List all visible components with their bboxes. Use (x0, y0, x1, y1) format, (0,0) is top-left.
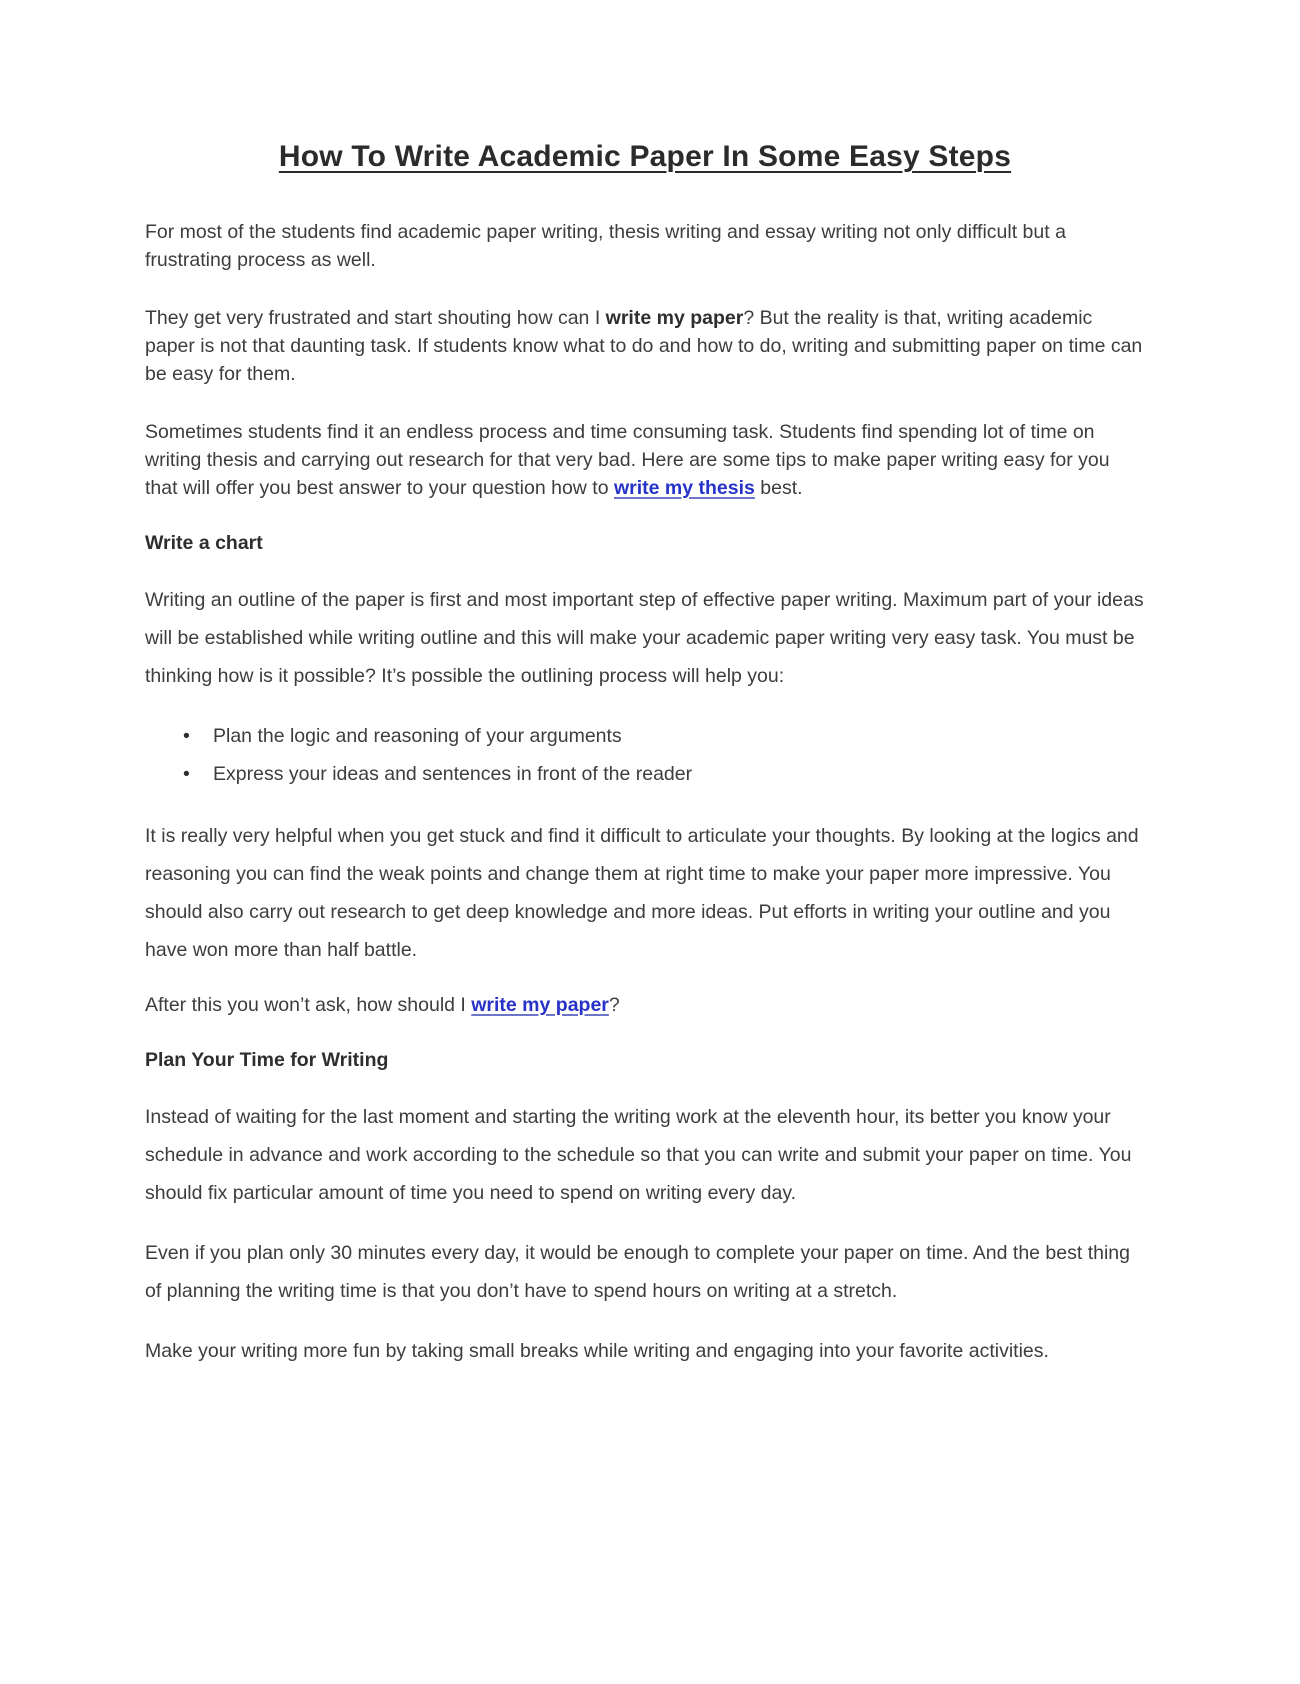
list-item: • Plan the logic and reasoning of your arguments (145, 717, 1145, 755)
write-my-paper-link[interactable]: write my paper (471, 994, 609, 1016)
paragraph-text: best. (754, 477, 803, 499)
paragraph-frustrated (145, 304, 1145, 388)
paragraph-intro (145, 218, 1145, 274)
heading-write-a-chart: Write a chart (145, 532, 263, 554)
document-title: How To Write Academic Paper In Some Easy Steps (278, 140, 1012, 173)
list-item: • Express your ideas and sentences in front of the reader (145, 755, 1145, 793)
paragraph-outline (145, 581, 1145, 695)
heading-plan-your-time: Plan Your Time for Writing (145, 1049, 389, 1071)
write-my-paper-bold-text: write my paper (605, 307, 744, 329)
paragraph-text: ? But the reality is that, writing academic paper is not that daunting task. If students know what to do and how to do, writing and submitting paper on time can be easy for them. (145, 307, 1143, 385)
paragraph-fun (145, 1332, 1145, 1370)
paragraph-even (145, 1234, 1145, 1310)
paragraph-text: For most of the students find academic paper writing, thesis writing and essay writing not only difficult but a frustrating process as well. (145, 221, 1066, 271)
paragraph-text: Instead of waiting for the last moment and starting the writing work at the eleventh hour, its better you know your schedule in advance and work according to the schedule so that you can write and submit your paper on time. You should fix particular amount of time you need to spend on writing every day. (145, 1106, 1132, 1204)
paragraph-helpful (145, 817, 1145, 969)
paragraph-after (145, 991, 1145, 1019)
paragraph-sometimes (145, 418, 1145, 502)
paragraph-text: Writing an outline of the paper is first and most important step of effective paper writing. Maximum part of your ideas will be established while writing outline and this will make your academic paper writing very easy task. You must be thinking how is it possible? It’s possible the outlining process will help you: (145, 589, 1144, 687)
paragraph-text: Even if you plan only 30 minutes every day, it would be enough to complete your paper on time. And the best thing of planning the writing time is that you don’t have to spend hours on writing at a stretch. (145, 1242, 1130, 1302)
outline-benefits-list (145, 717, 1145, 793)
paragraph-instead (145, 1098, 1145, 1212)
paragraph-text: ? (608, 994, 620, 1016)
paragraph-text: Make your writing more fun by taking small breaks while writing and engaging into your favorite activities. (145, 1340, 1049, 1362)
write-my-thesis-link[interactable]: write my thesis (613, 477, 755, 499)
paragraph-text: Sometimes students find it an endless process and time consuming task. Students find spending lot of time on writing thesis and carrying out research for that very bad. Here are some tips to make paper writing easy for you that will offer you best answer to your question how to (145, 421, 1110, 499)
paragraph-text: After this you won’t ask, how should I (145, 994, 472, 1016)
paragraph-text: It is really very helpful when you get stuck and find it difficult to articulate your thoughts. By looking at the logics and reasoning you can find the weak points and change them at right time to make your paper more impressive. You should also carry out research to get deep knowledge and more ideas. Put efforts in writing your outline and you have won more than half battle. (145, 825, 1139, 961)
paragraph-text: They get very frustrated and start shouting how can I (145, 307, 606, 329)
